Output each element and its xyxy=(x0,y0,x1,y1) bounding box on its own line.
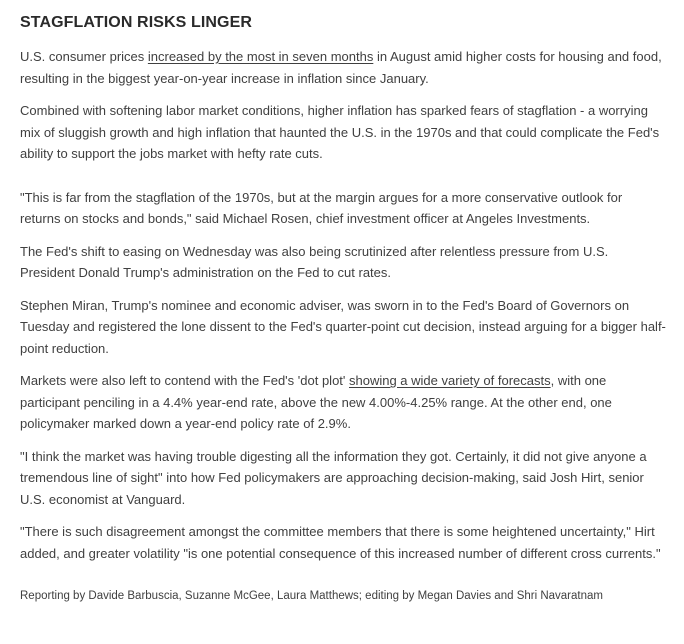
paragraph-text: U.S. consumer prices xyxy=(20,49,148,64)
paragraph-hirt-quote: "I think the market was having trouble digesting all the information they got. Certainly, it did not give anyone a tremendous line of sight" into how Fed policymakers are approaching decision-making, said Josh Hirt, senior U.S. economist at Vanguard. xyxy=(20,448,647,507)
paragraph-rosen-quote: "This is far from the stagflation of the 1970s, but at the margin argues for a more conservative outlook for returns on stocks and bonds," said Michael Rosen, chief investment officer at Angeles Investments. xyxy=(20,189,623,226)
article-body xyxy=(20,14,666,604)
paragraph-disagreement-quote: "There is such disagreement amongst the committee members that there is some heightened uncertainty," Hirt added, and greater volatility "is one potential consequence of this increased number of different cross currents." xyxy=(20,524,661,561)
reporting-credit: Reporting by Davide Barbuscia, Suzanne McGee, Laura Matthews; editing by Megan Davies and Shri Navaratnam xyxy=(20,590,603,602)
paragraph-miran-dissent: Stephen Miran, Trump's nominee and economic adviser, was sworn in to the Fed's Board of Governors on Tuesday and registered the lone dissent to the Fed's quarter-point cut decision, instead arguing for a bigger half-point reduction. xyxy=(20,297,666,356)
paragraph-fed-easing: The Fed's shift to easing on Wednesday was also being scrutinized after relentless pressure from U.S. President Donald Trump's administration on the Fed to cut rates. xyxy=(20,243,609,280)
link-increased-most-seven-months[interactable]: increased by the most in seven months xyxy=(147,49,374,64)
section-heading: STAGFLATION RISKS LINGER xyxy=(20,14,253,31)
paragraph-text: Markets were also left to contend with the Fed's 'dot plot' xyxy=(20,373,349,388)
paragraph-text: in August amid higher costs for housing and food, resulting in the biggest year-on-year increase in inflation since January. xyxy=(20,49,662,86)
paragraph-consumer-prices xyxy=(20,46,666,89)
paragraph-dot-plot xyxy=(20,370,666,435)
paragraph-stagflation-fears: Combined with softening labor market conditions, higher inflation has sparked fears of stagflation - a worrying mix of sluggish growth and high inflation that haunted the U.S. in the 1970s and that could complicate the Fed's ability to support the jobs market with hefty rate cuts. xyxy=(20,103,660,161)
link-wide-variety-forecasts[interactable]: showing a wide variety of forecasts xyxy=(349,373,551,388)
paragraph-text: , with one participant penciling in a 4.4% year-end rate, above the new 4.00%-4.25% range. At the other end, one policymaker marked down a year-end policy rate of 2.9%. xyxy=(20,373,612,431)
